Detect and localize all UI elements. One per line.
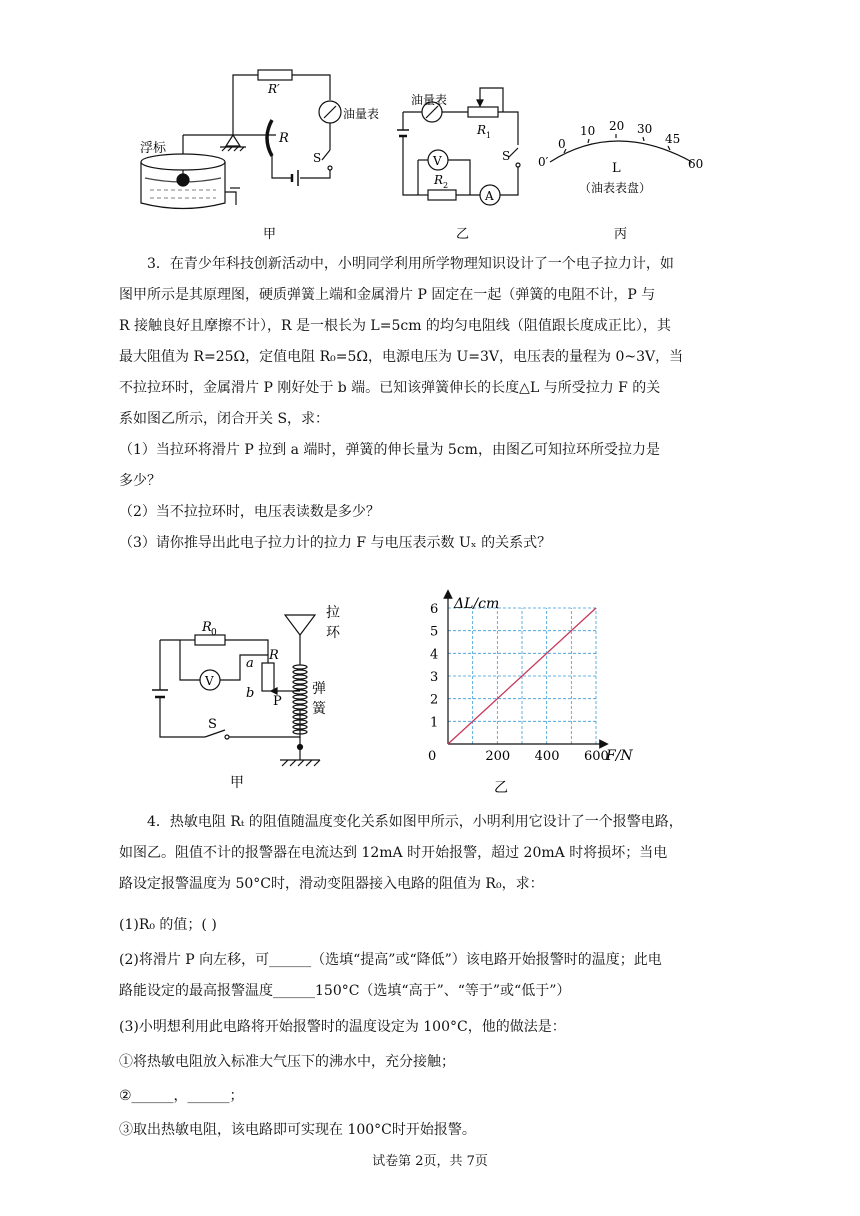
figure-jia-float-circuit — [141, 70, 341, 209]
chart-caption: 乙 — [494, 780, 508, 796]
resistor-r-prime — [258, 70, 292, 80]
q3-line: 最大阻值为 R=25Ω，定值电阻 R₀=5Ω，电源电压为 U=3V，电压表的量程为 0~3V，当 — [119, 349, 684, 365]
dial-tick-20: 20 — [609, 119, 625, 133]
q4-sub1: (1)R₀ 的值；( ) — [119, 917, 217, 933]
q4-step2: ②______，______； — [119, 1088, 244, 1104]
label-r0-sub: 0 — [211, 628, 217, 638]
q4-step3: ③取出热敏电阻，该电路即可实现在 100°C时开始报警。 — [119, 1122, 476, 1138]
chart-ylabel: ΔL/cm — [454, 596, 500, 612]
label-spring-1: 弹 — [312, 681, 326, 697]
label-r1: R — [477, 123, 487, 137]
x-tick-label: 600 — [584, 749, 609, 764]
label-p: P — [273, 694, 282, 709]
label-pull-ring-1: 拉 — [326, 605, 340, 621]
q4-line: 路设定报警温度为 50°C时，滑动变阻器接入电路的阻值为 R₀，求： — [119, 876, 544, 892]
dial-caption-label: （油表表盘） — [579, 181, 652, 195]
caption-bing: 丙 — [614, 227, 628, 242]
figure-3-yi-chart — [420, 588, 640, 800]
q3-sub3: （3）请你推导出此电子拉力计的拉力 F 与电压表示数 Uₓ 的关系式？ — [119, 535, 552, 551]
y-tick-label: 1 — [430, 715, 439, 731]
top-figures — [0, 0, 860, 245]
page-footer: 试卷第 2页，共 7页 — [372, 1154, 488, 1169]
label-float: 浮标 — [140, 141, 167, 156]
dial-tick-30: 30 — [637, 122, 653, 136]
caption-yi: 乙 — [456, 227, 470, 242]
dial-tick-45: 45 — [665, 132, 681, 146]
resistor-r-wire — [262, 663, 274, 691]
label-s-yi: S — [502, 149, 511, 163]
label-pull-ring-2: 环 — [326, 625, 340, 641]
label-r2: R — [434, 173, 444, 187]
label-oil-meter: 油量表 — [343, 107, 380, 121]
label-r2-sub: 2 — [443, 181, 449, 190]
q4-sub2-cont: 路能设定的最高报警温度______150°C（选填“高于”、“等于”或“低于”） — [119, 983, 571, 999]
y-tick-label: 5 — [430, 624, 439, 640]
caption-3-jia: 甲 — [230, 775, 244, 791]
label-v: V — [205, 674, 214, 688]
resistor-r2 — [428, 190, 456, 200]
q3-line: 3．在青少年科技创新活动中，小明同学利用所学物理知识设计了一个电子拉力计，如 — [147, 256, 674, 272]
label-r: R — [269, 648, 279, 663]
x-tick-label: 400 — [534, 749, 560, 764]
resistor-r1 — [468, 107, 498, 117]
resistor-r0 — [195, 635, 225, 645]
q3-line: 不拉拉环时，金属滑片 P 刚好处于 b 端。已知该弹簧伸长的长度△L 与所受拉力 F 的关 — [119, 380, 661, 396]
label-v-yi: V — [433, 154, 442, 168]
x-tick-label: 200 — [485, 749, 511, 764]
q3-sub1-cont: 多少？ — [119, 473, 161, 489]
y-tick-label: 2 — [430, 692, 439, 708]
q3-sub1: （1）当拉环将滑片 P 拉到 a 端时，弹簧的伸长量为 5cm，由图乙可知拉环所受拉力是 — [119, 442, 660, 458]
y-tick-label: 4 — [430, 647, 439, 663]
dial-center-label: L — [612, 161, 621, 176]
label-r0: R — [202, 620, 212, 635]
label-b: b — [246, 686, 255, 701]
label-r1-sub: 1 — [486, 131, 492, 140]
label-switch-s: S — [313, 151, 322, 165]
q4-sub2: (2)将滑片 P 向左移，可______（选填“提高”或“降低”）该电路开始报警时的温度；此电 — [119, 952, 662, 968]
q3-sub2: （2）当不拉拉环时，电压表读数是多少？ — [119, 504, 380, 520]
figure-3-jia-circuit — [140, 595, 380, 795]
label-a: a — [246, 656, 254, 671]
q4-step1: ①将热敏电阻放入标准大气压下的沸水中，充分接触； — [119, 1054, 455, 1070]
chart-origin-label: 0 — [428, 749, 437, 764]
dial-tick-0-prime: 0′ — [538, 155, 549, 169]
label-a-yi: A — [485, 189, 494, 203]
y-tick-label: 6 — [430, 602, 439, 617]
q4-line: 如图乙。阻值不计的报警器在电流达到 12mA 时开始报警，超过 20mA 时将损坏；当电 — [119, 845, 668, 861]
label-spring-2: 簧 — [312, 701, 326, 717]
label-s: S — [208, 717, 217, 732]
q4-sub3: (3)小明想利用此电路将开始报警时的温度设定为 100°C，他的做法是： — [119, 1019, 566, 1035]
dial-tick-0: 0 — [558, 137, 566, 151]
q3-line: 图甲所示是其原理图，硬质弹簧上端和金属滑片 P 固定在一起（弹簧的电阻不计，P 与 — [119, 287, 656, 303]
dial-tick-10: 10 — [580, 124, 596, 138]
label-r: R — [279, 131, 289, 146]
label-r-prime: R′ — [268, 82, 280, 96]
label-oil-meter-yi: 油量表 — [411, 93, 448, 107]
q4-line: 4．热敏电阻 Rₜ 的阻值随温度变化关系如图甲所示，小明利用它设计了一个报警电路， — [147, 814, 683, 830]
spring-coil — [293, 665, 307, 734]
caption-jia: 甲 — [263, 227, 277, 242]
y-tick-label: 3 — [430, 670, 439, 685]
q3-line: 系如图乙所示，闭合开关 S，求： — [119, 411, 330, 427]
chart-xlabel: F/N — [606, 748, 633, 764]
q3-line: R 接触良好且摩擦不计），R 是一根长为 L=5cm 的均匀电阻线（阻值跟长度成正比），其 — [119, 318, 671, 334]
dial-tick-60: 60 — [688, 157, 704, 171]
